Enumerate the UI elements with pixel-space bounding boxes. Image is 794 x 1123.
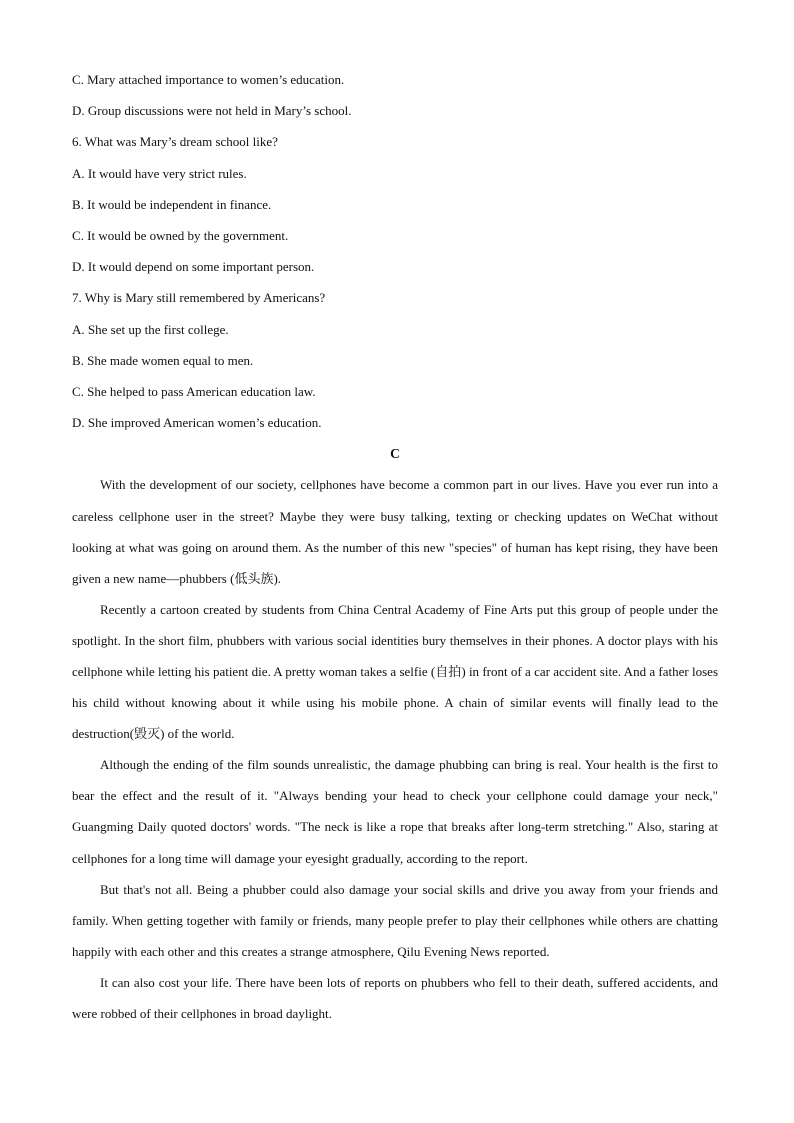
document-page [72,64,718,1029]
question-6-stem: 6. What was Mary’s dream school like? [72,134,278,150]
paragraph-1: With the development of our society, cellphones have become a common part in our lives. Have you ever run into a careless cellphone user in the street? Maybe they were busy talking, texting or checking updates on WeChat without looking at what was going on around them. As the number of this new "species" of human has kept rising, they have been given a new name—phubbers (低头族). [72,477,718,586]
option-c: C. Mary attached importance to women’s education. [72,72,345,87]
question-7-option-c: C. She helped to pass American education law. [72,383,316,399]
question-7-option-a: A. She set up the first college. [72,321,229,337]
option-d: D. Group discussions were not held in Mary’s school. [72,103,352,119]
question-6-option-c: C. It would be owned by the government. [72,227,289,243]
section-title: C [390,446,400,462]
paragraph-2: Recently a cartoon created by students from China Central Academy of Fine Arts put this group of people under the spotlight. In the short film, phubbers with various social identities bury themselves in their phones. A doctor plays with his cellphone while letting his patient die. A pretty woman takes a selfie (自拍) in front of a car accident site. And a father loses his child without knowing about it while using his mobile phone. A chain of similar events will finally lead to the destruction(毁灭) of the world. [72,601,718,742]
paragraph-5: It can also cost your life. There have been lots of reports on phubbers who fell to their death, suffered accidents, and were robbed of their cellphones in broad daylight. [72,974,718,1022]
question-6-option-a: A. It would have very strict rules. [72,165,247,181]
paragraph-3: Although the ending of the film sounds unrealistic, the damage phubbing can bring is real. Your health is the first to bear the effect and the result of it. "Always bending your head to check your cellphone could damage your neck," Guangming Daily quoted doctors' words. "The neck is like a rope that breaks after long-term stretching." Also, staring at cellphones for a long time will damage your eyesight gradually, according to the report. [72,757,718,866]
question-7-stem: 7. Why is Mary still remembered by Americans? [72,290,326,306]
question-7-option-d: D. She improved American women’s education. [72,415,322,431]
question-6-option-b: B. It would be independent in finance. [72,196,272,212]
question-6-option-d: D. It would depend on some important person. [72,259,315,275]
paragraph-4: But that's not all. Being a phubber could also damage your social skills and drive you away from your friends and family. When getting together with family or friends, many people prefer to play their cellphones while others are chatting happily with each other and this creates a strange atmosphere, Qilu Evening News reported. [72,881,718,959]
question-7-option-b: B. She made women equal to men. [72,352,254,368]
